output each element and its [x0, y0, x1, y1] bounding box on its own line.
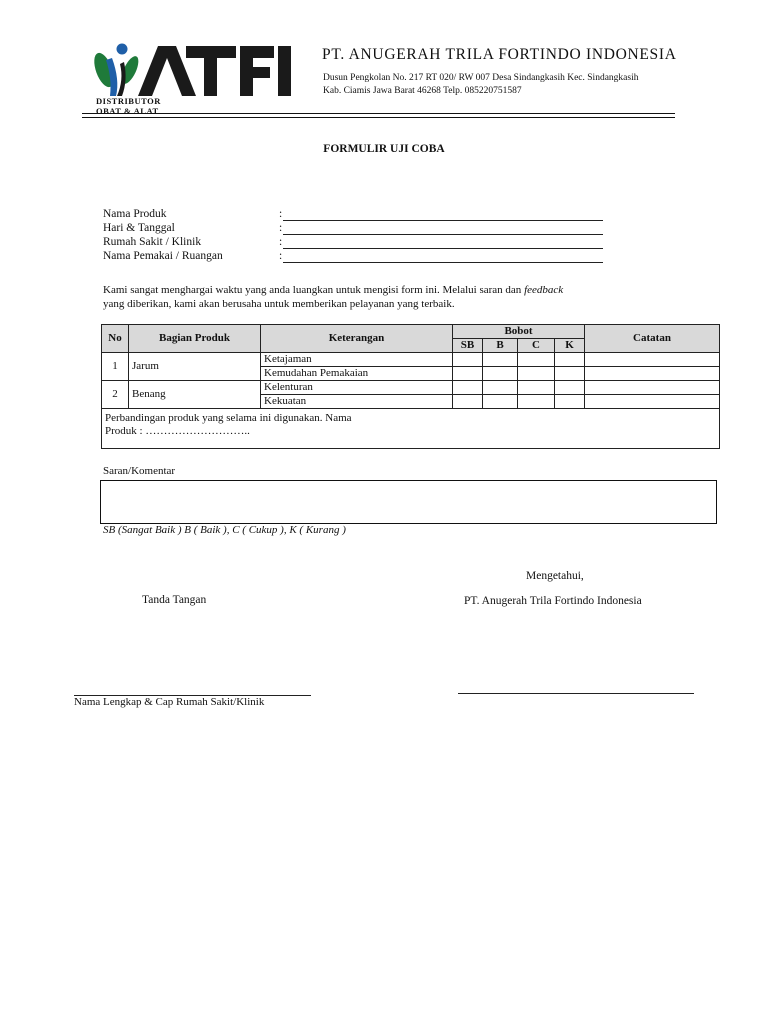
header-sb: SB [453, 339, 483, 353]
header-bagian-produk: Bagian Produk [129, 325, 261, 353]
cell-b[interactable] [483, 353, 518, 367]
row-bagian: Jarum [129, 353, 261, 381]
field-colon: : [279, 208, 283, 220]
left-signature-caption: Nama Lengkap & Cap Rumah Sakit/Klinik [74, 696, 265, 708]
field-label-nama-pemakai: Nama Pemakai / Ruangan [103, 250, 223, 262]
field-colon: : [279, 236, 283, 248]
header-keterangan: Keterangan [261, 325, 453, 353]
intro-paragraph [103, 283, 703, 311]
logo-caption-distributor: DISTRIBUTOR [96, 96, 161, 106]
saran-comment-box[interactable] [100, 480, 717, 524]
cell-sb[interactable] [453, 381, 483, 395]
comparison-row[interactable] [102, 409, 720, 449]
row-keterangan: Kemudahan Pemakaian [261, 367, 453, 381]
table-row [102, 353, 720, 367]
header-rule-bottom [82, 117, 675, 118]
row-number: 2 [102, 381, 129, 409]
cell-c[interactable] [518, 367, 555, 381]
cell-catatan[interactable] [585, 353, 720, 367]
intro-text-part-1: Kami sangat menghargai waktu yang anda luangkan untuk mengisi form ini. Melalui saran dan [103, 284, 525, 296]
cell-b[interactable] [483, 367, 518, 381]
header-c: C [518, 339, 555, 353]
cell-catatan[interactable] [585, 367, 720, 381]
field-line-nama-produk[interactable] [283, 220, 603, 221]
row-keterangan: Kekuatan [261, 395, 453, 409]
saran-label: Saran/Komentar [103, 465, 176, 477]
logo-caption-obat: OBAT & ALAT [96, 106, 159, 116]
intro-text-italic: feedback [524, 284, 564, 296]
row-keterangan: Ketajaman [261, 353, 453, 367]
cell-sb[interactable] [453, 367, 483, 381]
field-label-hari-tanggal: Hari & Tanggal [103, 222, 175, 234]
company-logo [86, 40, 300, 118]
company-address-line-1: Dusun Pengkolan No. 217 RT 020/ RW 007 Desa Sindangkasih Kec. Sindangkasih [323, 73, 639, 83]
header-k: K [555, 339, 585, 353]
cell-b[interactable] [483, 395, 518, 409]
row-bagian: Benang [129, 381, 261, 409]
rating-legend: SB (Sangat Baik ) B ( Baik ), C ( Cukup ), K ( Kurang ) [103, 524, 346, 536]
comparison-text-1: Perbandingan produk yang selama ini digunakan. Nama [105, 412, 352, 424]
header-b: B [483, 339, 518, 353]
mengetahui-label: Mengetahui, [526, 570, 584, 582]
cell-k[interactable] [555, 395, 585, 409]
field-label-nama-produk: Nama Produk [103, 208, 167, 220]
atfi-logo-mark [86, 40, 300, 100]
company-signature-label: PT. Anugerah Trila Fortindo Indonesia [464, 595, 642, 607]
cell-sb[interactable] [453, 395, 483, 409]
comparison-cell[interactable] [102, 409, 720, 449]
header-bobot: Bobot [453, 325, 585, 339]
header-rule-top [82, 113, 675, 114]
row-number: 1 [102, 353, 129, 381]
company-address-line-2: Kab. Ciamis Jawa Barat 46268 Telp. 085220751587 [323, 86, 522, 96]
intro-text-part-2: yang diberikan, kami akan berusaha untuk memberikan pelayanan yang terbaik. [103, 298, 455, 310]
field-colon: : [279, 250, 283, 262]
row-keterangan: Kelenturan [261, 381, 453, 395]
signature-line-right[interactable] [458, 693, 694, 694]
cell-c[interactable] [518, 353, 555, 367]
evaluation-table [101, 324, 719, 453]
field-colon: : [279, 222, 283, 234]
cell-k[interactable] [555, 381, 585, 395]
comparison-text-2: Produk : ……………………….. [105, 425, 250, 437]
field-label-rumah-sakit: Rumah Sakit / Klinik [103, 236, 202, 248]
cell-c[interactable] [518, 395, 555, 409]
field-line-rumah-sakit[interactable] [283, 248, 603, 249]
cell-c[interactable] [518, 381, 555, 395]
cell-catatan[interactable] [585, 381, 720, 395]
field-line-nama-pemakai[interactable] [283, 262, 603, 263]
cell-k[interactable] [555, 353, 585, 367]
cell-k[interactable] [555, 367, 585, 381]
field-line-hari-tanggal[interactable] [283, 234, 603, 235]
cell-b[interactable] [483, 381, 518, 395]
cell-catatan[interactable] [585, 395, 720, 409]
header-catatan: Catatan [585, 325, 720, 353]
header-no: No [102, 325, 129, 353]
cell-sb[interactable] [453, 353, 483, 367]
tanda-tangan-label: Tanda Tangan [142, 594, 207, 606]
company-name: PT. ANUGERAH TRILA FORTINDO INDONESIA [322, 46, 677, 63]
form-title: FORMULIR UJI COBA [323, 143, 445, 155]
table-row [102, 381, 720, 395]
